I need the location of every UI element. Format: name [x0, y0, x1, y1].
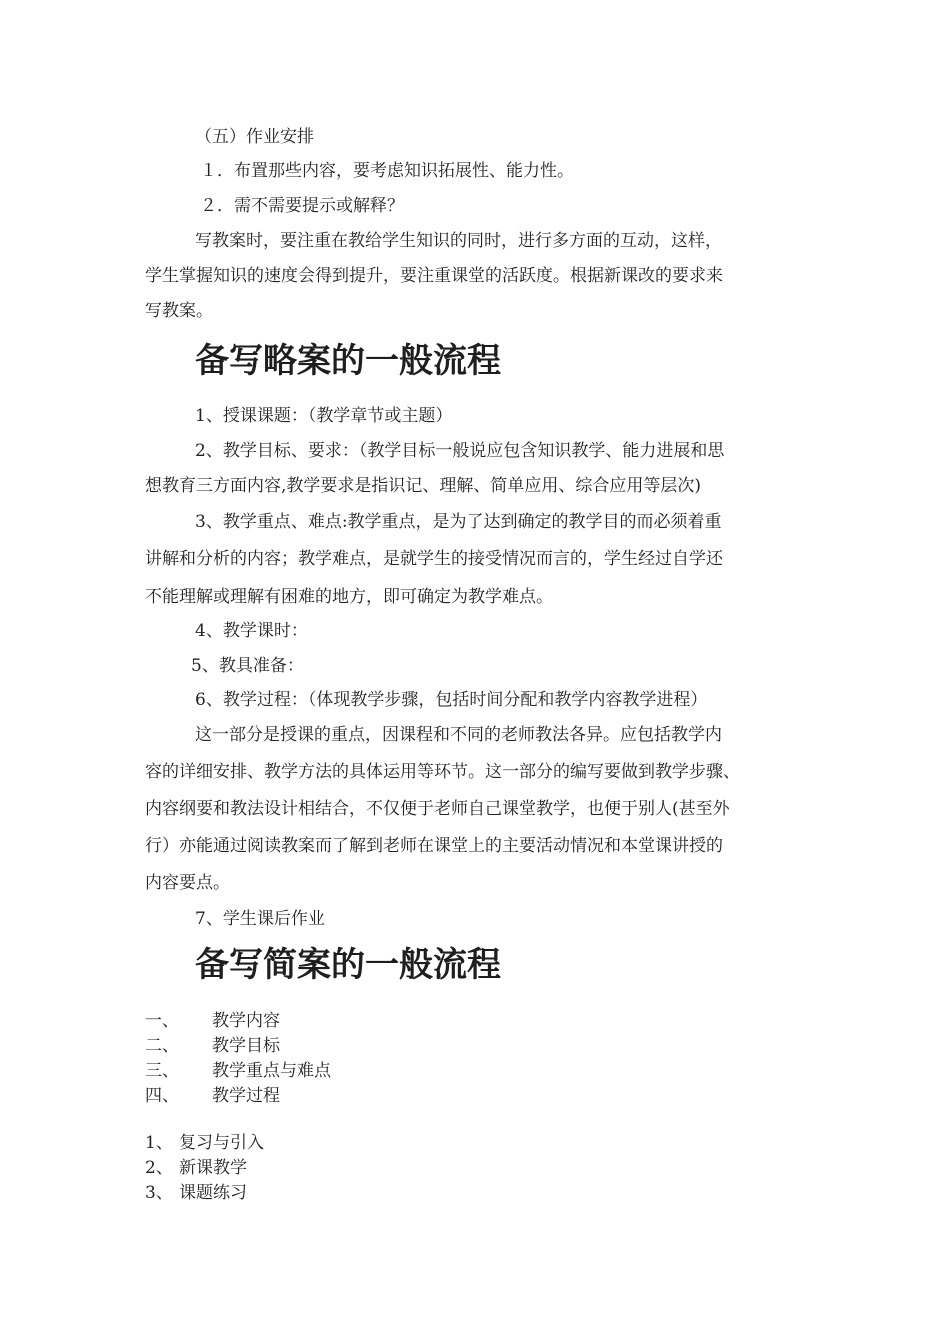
list-item-number: 2、 — [145, 1158, 173, 1178]
list-item — [145, 1035, 280, 1057]
lue-an-item-6-detail: 容的详细安排、教学方法的具体运用等环节。这一部分的编写要做到教学步骤、 — [145, 762, 740, 782]
lue-an-item-6-detail: 内容纲要和教法设计相结合，不仅便于老师自己课堂教学，也便于别人(甚至外 — [145, 799, 730, 819]
lue-an-item-7: 7、学生课后作业 — [195, 909, 325, 929]
lue-an-item-4: 4、教学课时： — [195, 621, 308, 641]
list-item-number: 四、 — [145, 1086, 179, 1106]
list-item-text: 复习与引入 — [179, 1133, 264, 1153]
list-item — [145, 1060, 331, 1082]
lue-an-item-3-cont: 不能理解或理解有困难的地方，即可确定为教学难点。 — [145, 587, 553, 607]
section5-para-line: 写教案。 — [145, 301, 213, 321]
lue-an-item-6-detail: 内容要点。 — [145, 873, 230, 893]
list-item — [145, 1010, 280, 1032]
list-item — [145, 1157, 247, 1179]
section5-item-1: １．布置那些内容，要考虑知识拓展性、能力性。 — [200, 161, 574, 181]
list-item-number: 1、 — [145, 1133, 173, 1153]
list-item-text: 教学重点与难点 — [212, 1061, 331, 1081]
lue-an-item-6-detail: 这一部分是授课的重点，因课程和不同的老师教法各异。应包括教学内 — [195, 725, 722, 745]
jian-an-heading: 备写简案的一般流程 — [195, 945, 501, 985]
lue-an-item-6-detail: 行）亦能通过阅读教案而了解到老师在课堂上的主要活动情况和本堂课讲授的 — [145, 836, 723, 856]
section5-item-2: ２．需不需要提示或解释？ — [200, 196, 404, 216]
list-item-text: 教学目标 — [212, 1036, 280, 1056]
section5-para-line: 学生掌握知识的速度会得到提升，要注重课堂的活跃度。根据新课改的要求来 — [145, 266, 723, 286]
lue-an-item-2: 2、教学目标、要求：（教学目标一般说应包含知识教学、能力进展和思 — [195, 441, 725, 461]
list-item-text: 新课教学 — [179, 1158, 247, 1178]
section5-para-line: 写教案时，要注重在教给学生知识的同时，进行多方面的互动，这样， — [195, 231, 722, 251]
list-item — [145, 1182, 247, 1204]
list-item-text: 教学过程 — [212, 1086, 280, 1106]
list-item — [145, 1132, 264, 1154]
lue-an-item-2-cont: 想教育三方面内容,教学要求是指识记、理解、简单应用、综合应用等层次) — [145, 476, 702, 496]
list-item-text: 教学内容 — [212, 1011, 280, 1031]
list-item-number: 二、 — [145, 1036, 179, 1056]
list-item-number: 一、 — [145, 1011, 179, 1031]
lue-an-item-1: 1、授课课题：（教学章节或主题） — [195, 406, 453, 426]
list-item-number: 3、 — [145, 1183, 173, 1203]
lue-an-item-3: 3、教学重点、难点:教学重点，是为了达到确定的教学目的而必须着重 — [195, 512, 722, 532]
list-item-number: 三、 — [145, 1061, 179, 1081]
list-item-text: 课题练习 — [179, 1183, 247, 1203]
lue-an-item-5: 5、教具准备： — [191, 656, 304, 676]
section5-title: （五）作业安排 — [195, 127, 314, 147]
lue-an-item-6: 6、教学过程：（体现教学步骤，包括时间分配和教学内容教学进程） — [195, 690, 708, 710]
list-item — [145, 1085, 280, 1107]
lue-an-item-3-cont: 讲解和分析的内容；教学难点，是就学生的接受情况而言的，学生经过自学还 — [145, 549, 723, 569]
lue-an-heading: 备写略案的一般流程 — [195, 341, 501, 381]
